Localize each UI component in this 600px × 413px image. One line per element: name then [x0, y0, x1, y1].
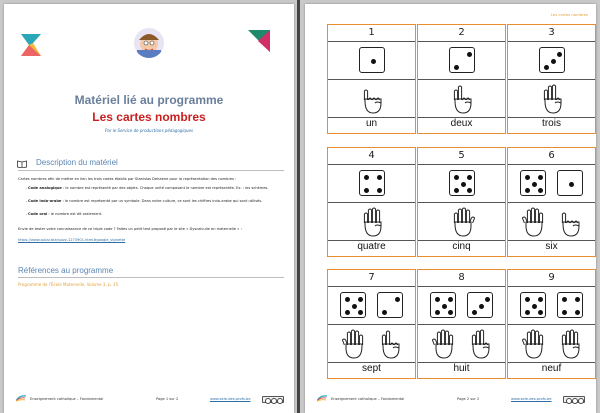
number-card: [507, 147, 596, 257]
die-icon: [449, 47, 475, 73]
number-card: [417, 24, 506, 134]
card-word: huit: [453, 363, 470, 374]
card-hands: [328, 202, 415, 241]
die-icon: [359, 170, 385, 196]
number-card: [507, 269, 596, 379]
creative-commons-icon: [563, 396, 585, 403]
footer-page: Page 1 sur 2: [156, 397, 179, 401]
footer-left: Enseignement catholique – Fondamental: [30, 397, 104, 401]
card-word: sept: [362, 363, 381, 374]
card-word: un: [365, 118, 378, 129]
die-icon: [430, 292, 456, 318]
card-number: 8: [418, 270, 505, 287]
number-card: [327, 269, 416, 379]
hand-icon: [357, 81, 387, 115]
card-dice: [418, 41, 505, 80]
page-header: Les cartes nombres: [550, 12, 588, 17]
card-dice: [328, 286, 415, 325]
die-icon: [377, 292, 403, 318]
hand-icon: [465, 326, 495, 360]
bullet-oral: Code oral : le nombre est dit oralement.: [28, 212, 103, 216]
card-hands: [508, 202, 595, 241]
page-2: [305, 4, 596, 413]
die-icon: [467, 292, 493, 318]
footer-logo-icon: [16, 395, 26, 402]
card-hands: [328, 324, 415, 363]
logo-hourglass-icon: [20, 32, 42, 58]
die-icon: [449, 170, 475, 196]
number-card: [417, 147, 506, 257]
bullet-dash: -: [26, 186, 28, 190]
card-hands: [508, 324, 595, 363]
section-rule: [18, 277, 284, 278]
page-1: [4, 4, 294, 413]
hand-icon: [430, 326, 460, 360]
card-dice: [328, 41, 415, 80]
logo-triangle-icon: [246, 28, 272, 54]
footer-page: Page 2 sur 2: [457, 397, 480, 401]
number-card: [417, 269, 506, 379]
card-word: cinq: [452, 241, 471, 252]
card-number: 1: [328, 25, 415, 42]
bullet-dash: -: [26, 212, 28, 216]
card-hands: [418, 79, 505, 118]
section-description-title: Description du matériel: [36, 158, 118, 167]
card-hands: [508, 79, 595, 118]
creative-commons-icon: [262, 396, 284, 403]
die-icon: [557, 292, 583, 318]
page-divider: [297, 0, 300, 413]
card-number: 3: [508, 25, 595, 42]
card-dice: [508, 164, 595, 203]
footer-link[interactable]: www.sele-des-profs.be: [210, 397, 251, 401]
footer-left: Enseignement catholique – Fondamental: [331, 397, 405, 401]
hand-icon: [447, 81, 477, 115]
card-dice: [508, 286, 595, 325]
card-word: six: [545, 241, 558, 252]
card-word: deux: [450, 118, 473, 129]
hand-icon: [537, 81, 567, 115]
card-number: 7: [328, 270, 415, 287]
card-word: trois: [542, 118, 561, 129]
card-number: 9: [508, 270, 595, 287]
hand-icon: [520, 204, 550, 238]
die-icon: [557, 170, 583, 196]
hand-icon: [375, 326, 405, 360]
bullet-analogique: Code analogique : le nombre est représenté par des objets. Chaque unité composant le nombre est représentée. Ex. : les schèmes.: [28, 186, 269, 190]
bullet-indo-arabe: Code indo-arabe : le nombre est représenté par un symbole. Dans notre culture, ce sont les chiffres indo-arabe qui sont utilisés.: [28, 199, 263, 203]
intro-text: Cartes nombres afin de mettre en lien les trois codes établis par Stanislas Dehaene pour la représentation des nombres :: [18, 177, 237, 181]
number-card: [327, 147, 416, 257]
hand-icon: [357, 204, 387, 238]
number-card: [507, 24, 596, 134]
card-hands: [418, 202, 505, 241]
invite-text: Envie de tester votre connaissance de ce triple code ? Faites un petit test proposé par le site « Dyscalculie en maternelle » :: [18, 227, 242, 231]
card-word: neuf: [541, 363, 562, 374]
logo-mascot-icon: [134, 28, 164, 58]
card-dice: [418, 164, 505, 203]
card-hands: [418, 324, 505, 363]
section-rule: [18, 170, 284, 171]
card-hands: [328, 79, 415, 118]
hand-icon: [555, 204, 585, 238]
footer-logo-icon: [317, 395, 327, 402]
byline: Par le Service de productions pédagogiques: [104, 128, 194, 133]
bullet-dash: -: [26, 199, 28, 203]
hand-icon: [520, 326, 550, 360]
hand-icon: [555, 326, 585, 360]
card-number: 5: [418, 148, 505, 165]
program-reference: Programme de l'École Maternelle, Volume 3, p. 35: [18, 282, 119, 287]
quiz-link[interactable]: https://www.quizz.biz/quizz-1273901.html#google_vignette: [18, 238, 126, 242]
die-icon: [539, 47, 565, 73]
section-references-title: Références au programme: [18, 266, 114, 275]
document-subtitle: Les cartes nombres: [92, 110, 206, 124]
number-card: [327, 24, 416, 134]
die-icon: [520, 292, 546, 318]
hand-icon: [447, 204, 477, 238]
card-dice: [328, 164, 415, 203]
die-icon: [340, 292, 366, 318]
document-title: Matériel lié au programme: [74, 93, 224, 107]
card-dice: [418, 286, 505, 325]
card-dice: [508, 41, 595, 80]
card-number: 2: [418, 25, 505, 42]
die-icon: [359, 47, 385, 73]
book-icon: [17, 160, 27, 168]
card-number: 6: [508, 148, 595, 165]
hand-icon: [340, 326, 370, 360]
die-icon: [520, 170, 546, 196]
card-word: quatre: [357, 241, 386, 252]
footer-link[interactable]: www.sele-des-profs.be: [511, 397, 552, 401]
card-number: 4: [328, 148, 415, 165]
